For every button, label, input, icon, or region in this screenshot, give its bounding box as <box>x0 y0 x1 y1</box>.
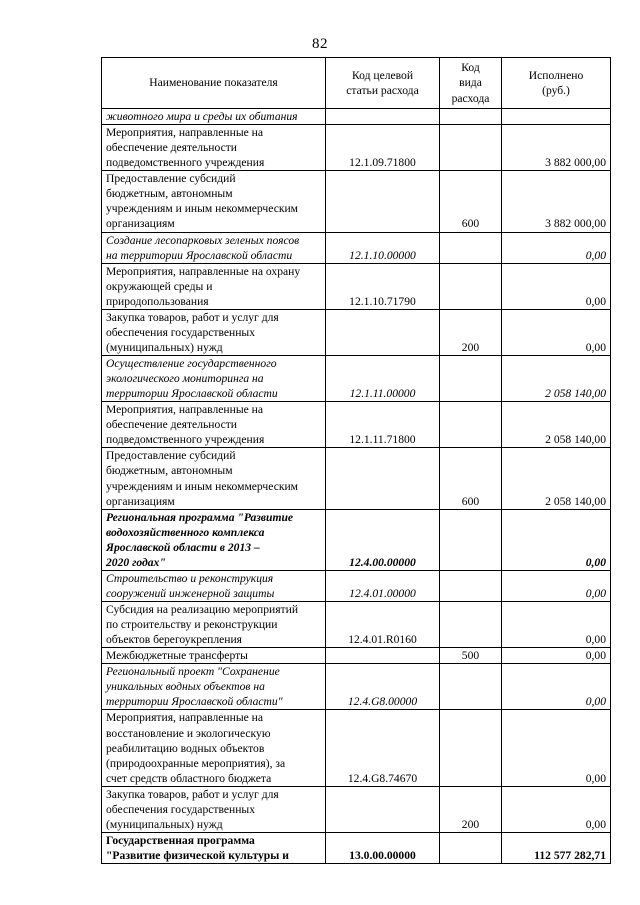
cell-expense-type: 600 <box>440 448 502 509</box>
cell-expense-type: 600 <box>440 171 502 232</box>
page-number: 82 <box>312 36 328 52</box>
cell-executed-sum: 0,00 <box>502 570 611 601</box>
cell-name: Создание лесопарковых зеленых поясов на территории Ярославской области <box>102 232 326 263</box>
table-row <box>102 509 611 570</box>
cell-target-code <box>326 786 440 832</box>
cell-target-code <box>326 109 440 125</box>
cell-target-code: 12.4.G8.00000 <box>326 664 440 710</box>
cell-executed-sum <box>502 109 611 125</box>
cell-name: Предоставление субсидий бюджетным, автономным учреждениям и иным некоммерческим организациям <box>102 448 326 509</box>
cell-target-code: 12.4.G8.74670 <box>326 710 440 786</box>
cell-executed-sum: 2 058 140,00 <box>502 402 611 448</box>
cell-name: Субсидия на реализацию мероприятий по строительству и реконструкции объектов берегоукрепления <box>102 602 326 648</box>
table-row <box>102 648 611 664</box>
cell-expense-type: 200 <box>440 309 502 355</box>
cell-target-code: 12.1.09.71800 <box>326 125 440 171</box>
cell-target-code: 12.1.11.00000 <box>326 356 440 402</box>
cell-name: Предоставление субсидий бюджетным, автономным учреждениям и иным некоммерческим организациям <box>102 171 326 232</box>
table-header-row <box>102 58 611 109</box>
table-row <box>102 832 611 863</box>
table-row <box>102 664 611 710</box>
header-sum: Исполнено (руб.) <box>502 58 611 109</box>
cell-target-code: 12.4.00.00000 <box>326 509 440 570</box>
cell-executed-sum: 0,00 <box>502 309 611 355</box>
cell-executed-sum: 0,00 <box>502 664 611 710</box>
header-name: Наименование показателя <box>102 58 326 109</box>
cell-expense-type <box>440 664 502 710</box>
table-row <box>102 786 611 832</box>
cell-name: Региональная программа "Развитие водохозяйственного комплекса Ярославской области в 2013 – 2020 годах" <box>102 509 326 570</box>
cell-expense-type <box>440 710 502 786</box>
cell-executed-sum: 3 882 000,00 <box>502 125 611 171</box>
table-row <box>102 402 611 448</box>
cell-executed-sum: 2 058 140,00 <box>502 356 611 402</box>
table-row <box>102 309 611 355</box>
table-body <box>102 109 611 864</box>
cell-executed-sum: 0,00 <box>502 509 611 570</box>
cell-executed-sum: 0,00 <box>502 648 611 664</box>
cell-target-code: 12.4.01.R0160 <box>326 602 440 648</box>
budget-table <box>101 57 611 864</box>
cell-name: животного мира и среды их обитания <box>102 109 326 125</box>
cell-executed-sum: 0,00 <box>502 263 611 309</box>
table-row <box>102 448 611 509</box>
table-row <box>102 710 611 786</box>
cell-expense-type: 200 <box>440 786 502 832</box>
cell-executed-sum: 0,00 <box>502 786 611 832</box>
header-code: Код целевой статьи расхода <box>326 58 440 109</box>
table-row <box>102 263 611 309</box>
table-row <box>102 171 611 232</box>
cell-expense-type <box>440 570 502 601</box>
cell-expense-type <box>440 263 502 309</box>
cell-name: Мероприятия, направленные на охрану окружающей среды и природопользования <box>102 263 326 309</box>
cell-target-code: 12.4.01.00000 <box>326 570 440 601</box>
table-row <box>102 232 611 263</box>
table-row <box>102 570 611 601</box>
cell-executed-sum: 0,00 <box>502 602 611 648</box>
cell-name: Мероприятия, направленные на обеспечение деятельности подведомственного учреждения <box>102 125 326 171</box>
header-type: Код вида расхода <box>440 58 502 109</box>
cell-expense-type <box>440 402 502 448</box>
cell-target-code: 12.1.11.71800 <box>326 402 440 448</box>
cell-name: Мероприятия, направленные на обеспечение деятельности подведомственного учреждения <box>102 402 326 448</box>
cell-target-code <box>326 648 440 664</box>
table-row <box>102 602 611 648</box>
cell-executed-sum: 0,00 <box>502 710 611 786</box>
cell-executed-sum: 3 882 000,00 <box>502 171 611 232</box>
cell-name: Закупка товаров, работ и услуг для обеспечения государственных (муниципальных) нужд <box>102 309 326 355</box>
cell-name: Межбюджетные трансферты <box>102 648 326 664</box>
cell-expense-type <box>440 509 502 570</box>
cell-name: Региональный проект "Сохранение уникальных водных объектов на территории Ярославской области" <box>102 664 326 710</box>
cell-expense-type <box>440 356 502 402</box>
cell-expense-type <box>440 602 502 648</box>
cell-expense-type <box>440 232 502 263</box>
cell-target-code: 12.1.10.00000 <box>326 232 440 263</box>
cell-executed-sum: 2 058 140,00 <box>502 448 611 509</box>
cell-name: Закупка товаров, работ и услуг для обеспечения государственных (муниципальных) нужд <box>102 786 326 832</box>
cell-executed-sum: 112 577 282,71 <box>502 832 611 863</box>
cell-expense-type: 500 <box>440 648 502 664</box>
table-row <box>102 356 611 402</box>
cell-executed-sum: 0,00 <box>502 232 611 263</box>
cell-name: Осуществление государственного экологического мониторинга на территории Ярославской области <box>102 356 326 402</box>
cell-target-code <box>326 171 440 232</box>
cell-expense-type <box>440 125 502 171</box>
cell-name: Мероприятия, направленные на восстановление и экологическую реабилитацию водных объектов (природоохранные мероприятия), за счет средств областного бюджета <box>102 710 326 786</box>
table-row <box>102 125 611 171</box>
cell-name: Строительство и реконструкция сооружений инженерной защиты <box>102 570 326 601</box>
cell-target-code: 13.0.00.00000 <box>326 832 440 863</box>
cell-name: Государственная программа "Развитие физической культуры и <box>102 832 326 863</box>
cell-target-code: 12.1.10.71790 <box>326 263 440 309</box>
table-row <box>102 109 611 125</box>
cell-target-code <box>326 309 440 355</box>
cell-expense-type <box>440 109 502 125</box>
cell-expense-type <box>440 832 502 863</box>
cell-target-code <box>326 448 440 509</box>
